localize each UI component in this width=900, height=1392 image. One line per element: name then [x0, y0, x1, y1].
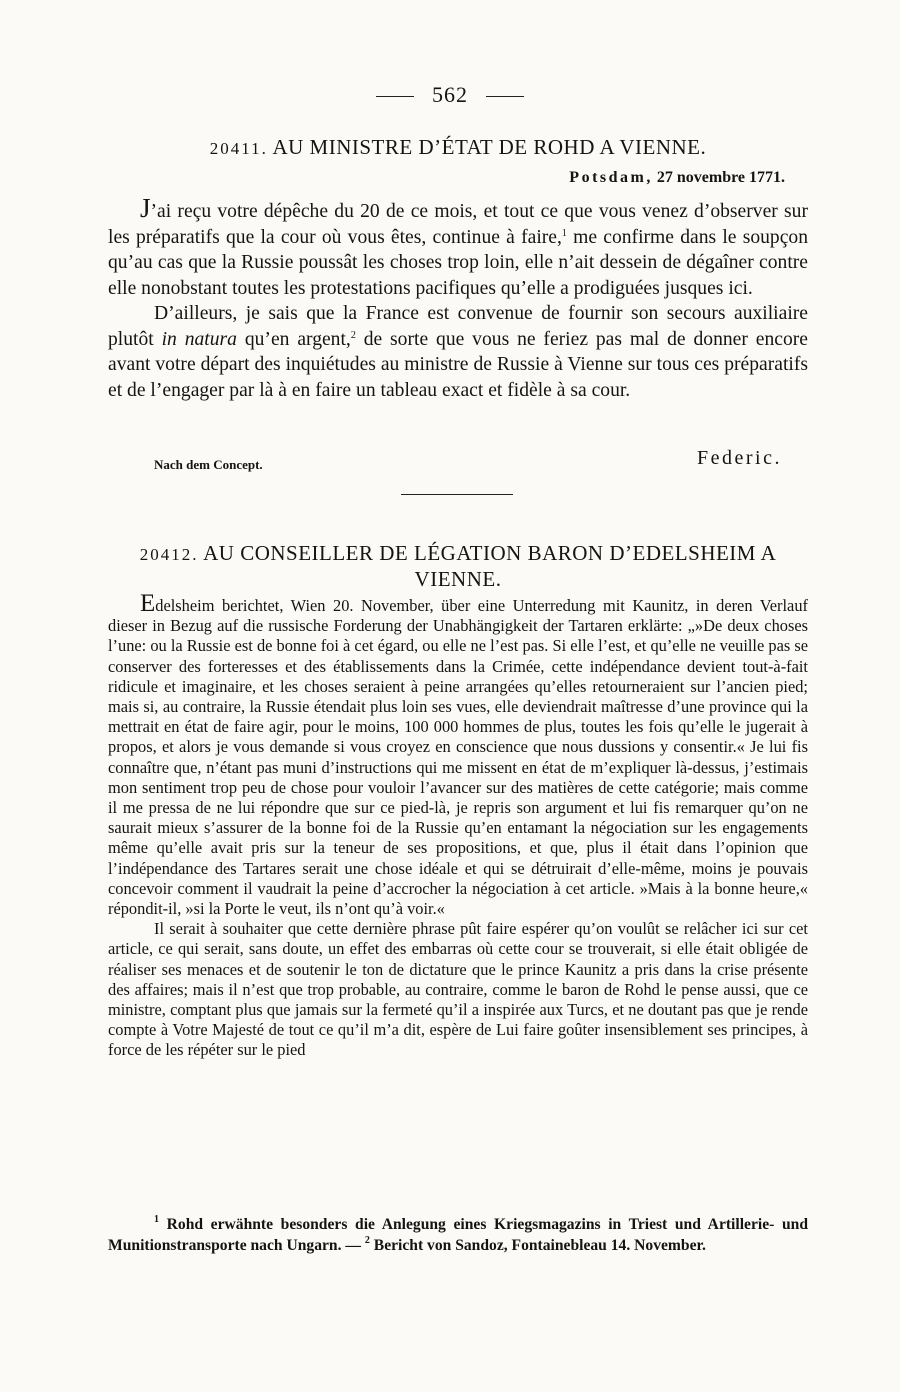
footnote-ref: 1: [561, 227, 567, 239]
footnotes: [108, 1214, 808, 1256]
letter-paragraph: J’ai reçu votre dépêche du 20 de ce mois, et tout ce que vous venez d’observer sur les préparatifs que la cour où vous êtes, continue à faire,$^1$ me confirme dans le soupçon qu’au cas que la Russie poussât les choses trop loin, elle n’ait dessein de dégaîner contre elle nonobstant toutes les protestations pacifiques qu’elle a prodiguées jusques ici.: [108, 193, 809, 299]
letter-title: AU MINISTRE D’ÉTAT DE ROHD A VIENNE.: [272, 135, 707, 159]
footnote-text: $^1$ Rohd erwähnte besonders die Anlegung eines Kriegsmagazins in Triest und Artillerie- und Munitionstransporte nach Ungarn. — $^2$ Bericht von Sandoz, Fontainebleau 14. November.: [108, 1214, 808, 1254]
signature: Federic.: [697, 447, 782, 469]
footnote-mark: 1: [154, 1214, 159, 1225]
letter-number: 20411.: [209, 139, 268, 158]
section-divider: [401, 494, 513, 495]
dateline: [569, 169, 785, 187]
report-paragraph: Edelsheim berichtet, Wien 20. November, über eine Unterredung mit Kaunitz, in deren Verlauf dieser in Bezug auf die russische Forderung der Unabhängigkeit der Tartaren erklärte: „»De deux choses l’une: ou la Russie est de bonne foi à cet égard, ou elle ne l’est pas. Si elle l’est, et qu’elle ne veuille pas se conserver des forteresses et des établissements dans la Crimée, cette indépendance devient tout-à-fait ridicule et imaginaire, et les choses seraient à peine arrangées qu’elles retourneraient sur l’ancien pied; mais si, au contraire, la Russie étendait plus loin ses vues, elle deviendrait maîtresse d’une province qui la mettrait en état de faire agir, pour le moins, 100 000 hommes de plus, toutes les fois qu’elle le jugerait à propos, et alors je vous demande si vous croyez en conscience que nous dussions y consentir.« Je lui fis connaître que, n’étant pas muni d’instructions qui me missent en état de m’expliquer là-dessus, j’estimais mon sentiment trop peu de chose pour vouloir l’avancer sur des matières de cette catégorie; mais comme il me pressa de ne lui répondre que sur ce pied-là, je repris son argument et lui fis remarquer qu’on ne saurait mieux s’assurer de la bonne foi de la Russie qu’en entamant la négociation sur les engagements même qu’elle avait pris sur la teneur de ses propositions, et que, plus il était dans l’opinion que l’indépendance des Tartares serait une chose idéale et qui se détruirait d’elle-même, moins je pouvais concevoir comment il vaudrait la peine d’accrocher la négociation à cet article. »Mais à la bonne heure,« répondit-il, »si la Porte le veut, ils n’ont qu’à voir.«: [108, 590, 808, 919]
dateline-date: 27 novembre 1771.: [656, 169, 785, 186]
report-body: [108, 590, 808, 1061]
italic-phrase: in natura: [161, 328, 237, 350]
letter-title: AU CONSEILLER DE LÉGATION BARON D’EDELSHEIM A VIENNE.: [203, 541, 777, 591]
letter-paragraph: D’ailleurs, je sais que la France est convenue de fournir son secours auxiliaire plutôt in natura qu’en argent,$^2$ de sorte que vous ne feriez pas mal de donner encore avant votre départ des inquiétudes au ministre de Russie à Vienne sur tous ces préparatifs et de l’engager par là à en faire un tableau exact et fidèle à sa cour.: [108, 303, 808, 401]
dateline-place: Potsdam,: [569, 169, 653, 186]
letter-heading: [108, 135, 808, 161]
page-number: 562: [0, 82, 900, 108]
initial-letter: J: [140, 193, 151, 223]
letter-body: [108, 193, 809, 403]
initial-letter: E: [140, 590, 156, 617]
source-note: Nach dem Concept.: [154, 457, 263, 472]
page-number-dash-left: [376, 96, 414, 97]
footnote-mark: 2: [364, 1235, 370, 1246]
report-paragraph: Il serait à souhaiter que cette dernière phrase pût faire espérer qu’on voulût se relâcher ici sur cet article, ce qui serait, sans doute, un effet des embarras où cette cour se trouverait, si elle était obligée de réaliser ses menaces et de soutenir le ton de dictature que le prince Kaunitz a pris dans la crise présente des affaires; mais il n’est que trop probable, au contraire, comme le baron de Rohd le pense aussi, que ce ministre, comptant plus que jamais sur la fermeté qu’il a inspirée aux Turcs, et ne doutant pas que je rende compte à Votre Majesté de tout ce qu’il m’a dit, espère de Lui faire goûter insensiblement ses principes, à force de les répéter sur le pied: [108, 919, 808, 1060]
letter-number: 20412.: [139, 545, 199, 564]
footnote-ref: 2: [350, 329, 356, 341]
letter-heading: [108, 541, 808, 592]
page-number-dash-right: [486, 96, 524, 97]
